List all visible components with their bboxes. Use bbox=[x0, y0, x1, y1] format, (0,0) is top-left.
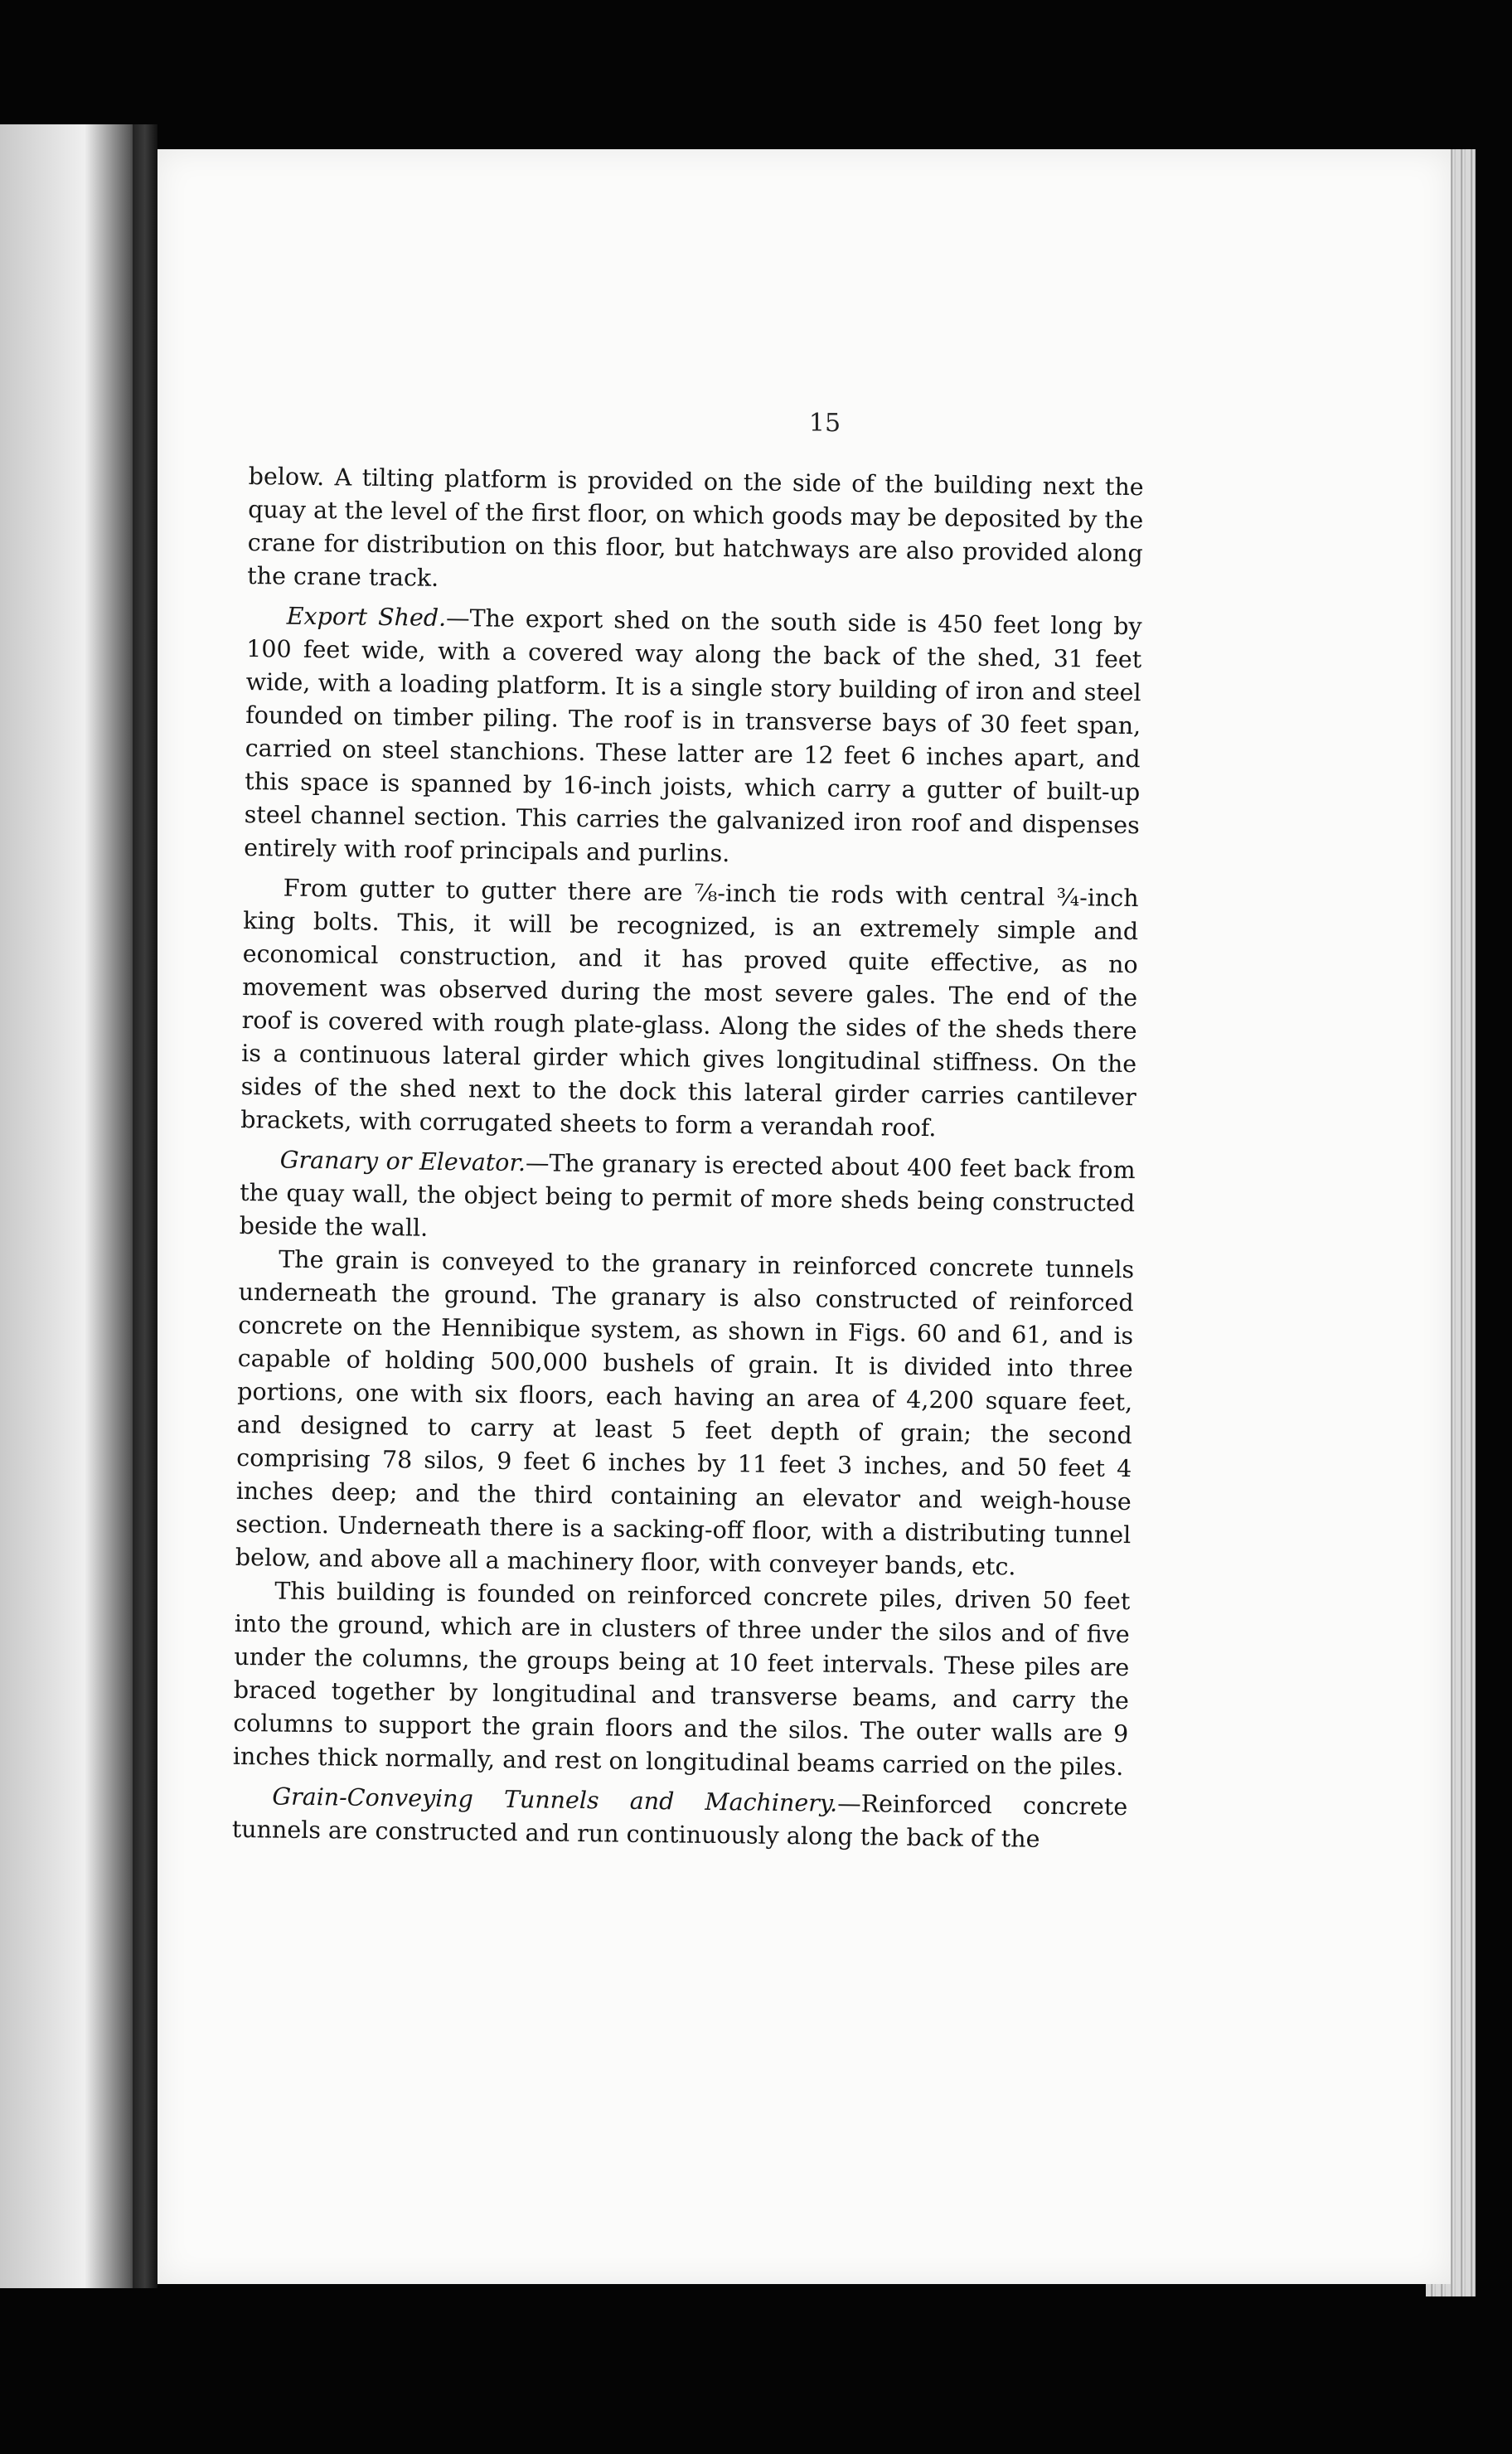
paragraph-export-shed bbox=[244, 599, 1142, 875]
section-heading: Granary or Elevator. bbox=[279, 1146, 526, 1177]
body-text bbox=[232, 460, 1144, 1857]
paragraph bbox=[240, 871, 1139, 1147]
paragraph-text: The grain is conveyed to the granary in reinforced concrete tunnels underneath the ground. The granary is also constructed of reinforced concrete on the Hennibique system, as shown in Figs. 60 and 61, and is capable of holding 500,000 bushels of grain. It is divided into three portions, one with six floors, each having an area of 4,200 square feet, and designed to carry at least 5 feet depth of grain; the second comprising 78 silos, 9 feet 6 inches by 11 feet 3 inches, and 50 feet 4 inches deep; and the third containing an elevator and weigh-house section. Underneath there is a sacking-off floor, with a distributing tunnel below, and above all a machinery floor, with conveyer bands, etc. bbox=[235, 1245, 1135, 1581]
paragraph-text: From gutter to gutter there are ⅞-inch tie rods with central ¾-inch king bolts. This, it will be recognized, is an extremely simple and economical construction, and it has proved quite effective, as no movement was observed during the most severe gales. The end of the roof is covered with rough plate-glass. Along the sides of the sheds there is a continuous lateral girder which gives longitudinal stiffness. On the sides of the shed next to the dock this lateral girder carries cantilever brackets, with corrugated sheets to form a verandah roof. bbox=[240, 874, 1139, 1142]
paragraph-granary bbox=[239, 1143, 1135, 1254]
book-page bbox=[158, 149, 1451, 2284]
paragraph-text: This building is founded on reinforced concrete piles, driven 50 feet into the ground, which are in clusters of three under the silos and of five under the columns, the groups being at 10 feet intervals. These piles are braced together by longitudinal and transverse beams, and carry the columns to support the grain floors and the silos. The outer walls are 9 inches thick normally, and rest on longitudinal beams carried on the piles. bbox=[232, 1577, 1131, 1782]
section-heading: Grain-Conveying Tunnels and Machinery. bbox=[272, 1782, 838, 1817]
paragraph bbox=[233, 1574, 1131, 1784]
paragraph-text: below. A tilting platform is provided on the side of the building next the quay at the level of the first floor, on which goods may be deposited by the crane for distribution on this floor, but hatchways are also provided along the crane track. bbox=[247, 462, 1144, 592]
paragraph bbox=[235, 1243, 1135, 1585]
page-number: 15 bbox=[808, 409, 841, 438]
paragraph-text: —The export shed on the south side is 450 feet long by 100 feet wide, with a covered way along the back of the shed, 31 feet wide, with a loading platform. It is a single story building of iron and steel founded on timber piling. The roof is in transverse bays of 30 feet span, carried on steel stanchions. These latter are 12 feet 6 inches apart, and this space is spanned by 16-inch joists, which carry a gutter of built-up steel channel section. This carries the galvanized iron roof and dispenses entirely with roof principals and purlins. bbox=[244, 604, 1142, 868]
book-spine bbox=[133, 124, 158, 2288]
paragraph-grain-tunnels bbox=[232, 1780, 1128, 1857]
paragraph-text: —Reinforced concrete tunnels are constructed and run continuously along the back of the bbox=[231, 1789, 1128, 1853]
left-page-edge bbox=[0, 124, 141, 2288]
paragraph bbox=[247, 460, 1144, 604]
section-heading: Export Shed. bbox=[286, 602, 447, 632]
paragraph-text: —The granary is erected about 400 feet back from the quay wall, the object being to permit of more sheds being constructed beside the wall. bbox=[239, 1149, 1136, 1242]
